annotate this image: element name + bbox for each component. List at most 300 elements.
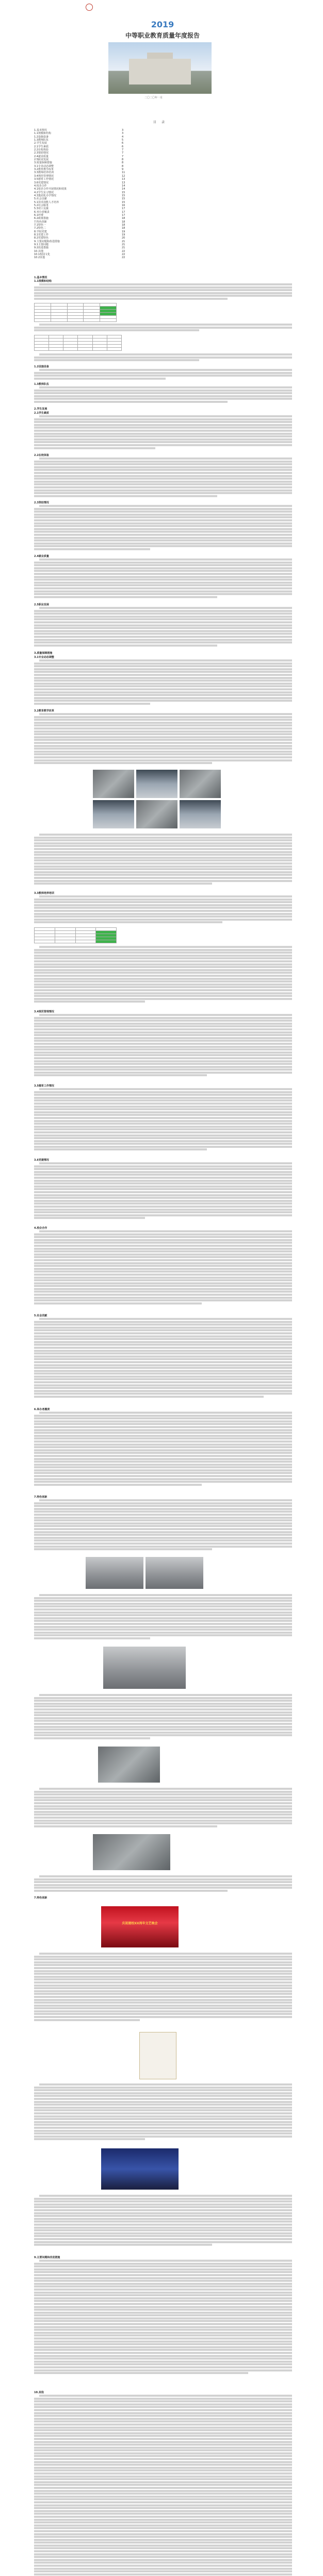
text-line xyxy=(34,1370,292,1372)
text-line xyxy=(34,1180,292,1182)
text-line xyxy=(34,2232,292,2234)
text-line xyxy=(34,1381,292,1383)
text-line xyxy=(34,621,292,623)
text-line xyxy=(34,2019,140,2021)
text-line xyxy=(34,871,292,873)
text-line xyxy=(34,839,292,841)
text-line xyxy=(34,596,217,598)
paragraph-block xyxy=(34,457,292,498)
text-line xyxy=(34,1099,292,1101)
table-cell xyxy=(107,348,121,351)
text-line xyxy=(34,576,292,578)
toc-item-label: 8.学校党建 xyxy=(34,230,47,233)
toc-item-label: 1.3教师队伍 xyxy=(34,139,49,142)
text-line xyxy=(34,2002,292,2004)
text-line xyxy=(34,1299,292,1301)
toc-item-label: 2.4就业质量 xyxy=(34,155,49,158)
text-line xyxy=(34,2005,292,2007)
text-line xyxy=(34,2095,292,2097)
text-line xyxy=(39,834,292,836)
text-line xyxy=(34,1985,292,1987)
text-line xyxy=(34,2206,292,2208)
text-line xyxy=(34,1637,150,1639)
text-line xyxy=(34,475,292,477)
text-line xyxy=(34,845,292,847)
text-line xyxy=(39,1014,292,1016)
text-line xyxy=(34,2352,292,2354)
text-line xyxy=(34,883,212,885)
text-line xyxy=(34,1629,292,1631)
text-line xyxy=(34,1617,292,1619)
text-line xyxy=(34,2472,292,2475)
text-line xyxy=(34,745,292,747)
text-line xyxy=(34,995,292,997)
text-line xyxy=(34,1253,292,1256)
text-line xyxy=(34,2455,292,2457)
text-line xyxy=(34,910,292,912)
text-line xyxy=(39,283,292,285)
toc-item-page: 14 xyxy=(122,184,125,188)
toc-item-page: 12 xyxy=(122,174,125,178)
text-line xyxy=(34,511,292,513)
text-line xyxy=(34,624,292,626)
paragraph-block xyxy=(34,1088,292,1151)
text-line xyxy=(34,694,292,696)
toc-item-page: 21 xyxy=(122,246,125,250)
text-line xyxy=(34,593,292,595)
text-line xyxy=(34,2104,292,2106)
text-line xyxy=(34,1446,292,1448)
text-line xyxy=(34,1209,292,1211)
text-line xyxy=(34,481,292,483)
toc-item-label: 2.5职业发展 xyxy=(34,158,49,162)
text-line xyxy=(34,463,292,465)
toc-item-label: 8.2党建特色 xyxy=(34,236,49,240)
text-line xyxy=(34,1626,292,1628)
text-line xyxy=(34,1390,292,1392)
text-line xyxy=(34,1890,228,1892)
text-line xyxy=(34,1074,207,1076)
text-line xyxy=(34,1723,292,1725)
text-line xyxy=(34,1967,292,1969)
section-heading-scale: 1.1规模和结构 xyxy=(34,280,52,283)
toc-item-page: 13 xyxy=(122,181,125,184)
text-line xyxy=(34,921,222,923)
certificate-image xyxy=(139,2032,176,2079)
text-line xyxy=(34,1623,292,1625)
text-line xyxy=(34,739,292,741)
text-line xyxy=(34,2420,292,2422)
toc-item-label: 5.2社会服务 xyxy=(34,204,49,207)
text-line xyxy=(34,1043,292,1045)
toc-item-label: 5.1技术技能人才培养 xyxy=(34,200,59,204)
text-line xyxy=(34,639,292,641)
section-heading-adjust: 3.1专业动态调整 xyxy=(34,656,54,659)
text-line xyxy=(34,1970,292,1972)
text-line xyxy=(39,2395,292,2397)
text-line xyxy=(39,505,292,507)
text-line xyxy=(34,2124,292,2126)
table-cell xyxy=(49,348,63,351)
text-line xyxy=(34,742,292,744)
text-line xyxy=(34,1094,292,1096)
paragraph-block xyxy=(34,2195,292,2247)
toc-item-label: 3.6党建情况 xyxy=(34,181,49,184)
text-line xyxy=(34,359,199,361)
table-cell xyxy=(35,348,49,351)
text-line xyxy=(34,645,217,647)
text-line xyxy=(34,1887,292,1889)
text-line xyxy=(34,2550,292,2552)
paragraph-block xyxy=(34,505,292,551)
text-line xyxy=(34,2309,292,2311)
text-line xyxy=(34,1197,292,1199)
toc-item-label: 1.基本情况 xyxy=(34,129,47,132)
text-line xyxy=(34,1440,292,1443)
text-line xyxy=(34,2467,292,2469)
text-line xyxy=(34,2112,292,2114)
text-line xyxy=(34,1332,292,1334)
text-line xyxy=(34,1060,292,1062)
text-line xyxy=(34,2510,292,2512)
paragraph-block xyxy=(34,659,292,706)
text-line xyxy=(39,659,292,662)
text-line xyxy=(34,724,292,726)
text-line xyxy=(34,1799,292,1801)
text-line xyxy=(34,1737,150,1739)
activity-photo xyxy=(136,800,177,828)
text-line xyxy=(34,880,292,882)
text-line xyxy=(34,2326,292,2328)
text-line xyxy=(34,2204,292,2206)
text-line xyxy=(34,1469,292,1471)
text-line xyxy=(34,1537,292,1539)
text-line xyxy=(34,1452,292,1454)
text-line xyxy=(34,1165,292,1167)
text-line xyxy=(34,472,292,474)
table-cell xyxy=(55,940,75,943)
text-line xyxy=(34,2092,292,2094)
text-line xyxy=(34,483,292,485)
subheading-feature: 7.特色创新 xyxy=(34,1896,47,1900)
text-line xyxy=(34,522,292,524)
text-line xyxy=(34,2398,292,2400)
activity-photo xyxy=(93,800,134,828)
text-line xyxy=(34,444,292,446)
text-line xyxy=(34,2329,292,2331)
text-line xyxy=(34,2314,292,2316)
text-line xyxy=(34,859,292,861)
text-line xyxy=(34,1137,292,1139)
toc-item-label: 4.2学生实习情况 xyxy=(34,191,54,194)
text-line xyxy=(34,2570,292,2572)
text-line xyxy=(34,1376,292,1378)
text-line xyxy=(34,1531,292,1533)
text-line xyxy=(34,1384,292,1386)
text-line xyxy=(34,1367,292,1369)
text-line xyxy=(34,1321,292,1323)
text-line xyxy=(34,627,292,629)
toc-item-page: 21 xyxy=(122,243,125,247)
text-line xyxy=(34,1539,292,1541)
text-line xyxy=(34,2115,292,2117)
text-line xyxy=(34,1017,292,1019)
text-line xyxy=(34,2121,292,2123)
text-line xyxy=(39,1230,292,1232)
text-line xyxy=(34,392,292,394)
text-line xyxy=(34,1185,292,1188)
text-line xyxy=(34,1174,292,1176)
toc-item-page: 22 xyxy=(122,253,125,257)
text-line xyxy=(34,1981,292,1984)
text-line xyxy=(34,1048,292,1050)
toc-item-page: 13 xyxy=(122,178,125,181)
toc-item-page: 11 xyxy=(122,171,125,175)
text-line xyxy=(34,438,292,440)
text-line xyxy=(34,2513,292,2515)
text-line xyxy=(34,837,292,839)
text-line xyxy=(34,1605,292,1607)
text-line xyxy=(34,1703,292,1705)
text-line xyxy=(34,1191,292,1193)
text-line xyxy=(34,2218,292,2220)
text-line xyxy=(34,641,292,643)
text-line xyxy=(34,2429,292,2431)
text-line xyxy=(34,537,292,539)
text-line xyxy=(34,901,292,903)
text-line xyxy=(34,1620,292,1622)
text-line xyxy=(34,1802,292,1804)
text-line xyxy=(34,2212,292,2214)
text-line xyxy=(34,978,292,980)
text-line xyxy=(34,579,292,581)
text-line xyxy=(34,590,292,592)
text-line xyxy=(34,1341,292,1343)
toc-item-label: 5.社会贡献 xyxy=(34,197,47,201)
toc-item-page: 15 xyxy=(122,197,125,201)
text-line xyxy=(34,1028,292,1030)
anniversary-banner-photo xyxy=(101,1906,179,1947)
text-line xyxy=(34,2521,292,2523)
text-line xyxy=(34,531,292,533)
text-line xyxy=(34,2283,292,2285)
text-line xyxy=(34,963,292,965)
text-line xyxy=(34,2568,292,2570)
text-line xyxy=(34,2198,292,2200)
toc-item-page: 5 xyxy=(122,139,124,142)
toc-item-label: 5.3对口支援 xyxy=(34,207,49,211)
text-line xyxy=(34,1426,292,1428)
text-line xyxy=(34,1461,292,1463)
text-line xyxy=(34,1034,292,1036)
text-line xyxy=(34,2358,292,2360)
table-cell xyxy=(63,348,78,351)
cover-building xyxy=(129,59,191,84)
toc-item-label: 3.3教师培养培训 xyxy=(34,171,54,175)
section-heading-jobs: 2.4就业质量 xyxy=(34,555,49,558)
text-line xyxy=(34,616,292,618)
text-line xyxy=(34,508,292,510)
toc-item-page: 21 xyxy=(122,240,125,243)
paragraph-block xyxy=(34,558,292,599)
text-line xyxy=(34,1134,292,1137)
section-heading-basic: 1.基本情况 xyxy=(34,276,47,279)
text-line xyxy=(34,986,292,988)
text-line xyxy=(34,562,292,564)
paragraph-block xyxy=(34,369,292,380)
text-line xyxy=(34,1817,292,1819)
text-line xyxy=(34,1236,292,1238)
toc-item-label: 9.1主要问题 xyxy=(34,243,49,247)
text-line xyxy=(34,469,292,471)
text-line xyxy=(34,1449,292,1451)
text-line xyxy=(34,703,150,705)
text-line xyxy=(39,1875,292,1877)
section-heading-experience: 2.2在校体验 xyxy=(34,454,49,457)
text-line xyxy=(34,2320,292,2322)
text-line xyxy=(34,1717,292,1719)
activity-photo xyxy=(136,770,177,798)
text-line xyxy=(34,1206,292,1208)
text-line xyxy=(34,2418,292,2420)
text-line xyxy=(34,478,292,480)
facility-table xyxy=(34,335,122,351)
report-year: 2019 xyxy=(151,20,174,29)
text-line xyxy=(34,2089,292,2091)
text-line xyxy=(34,1168,292,1170)
toc-item-page: 16 xyxy=(122,204,125,207)
text-line xyxy=(34,989,292,991)
text-line xyxy=(34,907,292,909)
section-heading-party: 3.6党建情况 xyxy=(34,1159,49,1162)
section-heading-student: 2.学生发展 xyxy=(34,408,47,411)
text-line xyxy=(34,2341,292,2343)
toc-item-label: 10.其他 xyxy=(34,249,43,253)
text-line xyxy=(34,1993,292,1995)
text-line xyxy=(34,2496,292,2498)
text-line xyxy=(34,1294,292,1296)
toc-item-page: 4 xyxy=(122,135,124,139)
text-line xyxy=(34,1066,292,1068)
text-line xyxy=(34,1259,292,1261)
text-line xyxy=(34,1378,292,1380)
text-line xyxy=(34,1475,292,1477)
text-line xyxy=(39,1499,292,1501)
toc-item-label: 3.4规范管理情况 xyxy=(34,174,54,178)
text-line xyxy=(34,691,292,693)
text-line xyxy=(34,2504,292,2506)
text-line xyxy=(34,842,292,844)
text-line xyxy=(34,1608,292,1611)
toc-item-page: 17 xyxy=(122,213,125,217)
section-heading-other: 10.其他 xyxy=(34,2391,44,2394)
toc-item-label: 2.1学生素质 xyxy=(34,145,49,148)
text-line xyxy=(34,2274,292,2276)
toc-item-label: 2.2在校体验 xyxy=(34,148,49,152)
text-line xyxy=(34,2312,292,2314)
text-line xyxy=(34,2227,292,2229)
text-line xyxy=(34,736,292,738)
text-line xyxy=(34,753,292,755)
text-line xyxy=(34,427,292,429)
text-line xyxy=(34,1327,292,1329)
text-line xyxy=(34,1031,292,1033)
text-line xyxy=(34,357,292,359)
toc-item-label: 7.2特色二 xyxy=(34,227,46,230)
text-line xyxy=(39,1162,292,1164)
text-line xyxy=(34,1182,292,1184)
section-heading-assurance: 3.质量保障措施 xyxy=(34,652,53,655)
text-line xyxy=(34,851,292,853)
text-line xyxy=(34,298,228,300)
text-line xyxy=(34,857,292,859)
text-line xyxy=(34,762,212,764)
text-line xyxy=(34,1023,292,1025)
text-line xyxy=(34,1126,292,1128)
paragraph-block xyxy=(34,353,292,362)
text-line xyxy=(34,430,292,432)
student-portrait-photo xyxy=(93,1834,170,1870)
text-line xyxy=(34,433,292,435)
text-line xyxy=(34,514,292,516)
text-line xyxy=(34,1987,292,1989)
text-line xyxy=(34,1146,292,1148)
toc-item-label: 7.特色创新 xyxy=(34,220,47,224)
text-line xyxy=(39,457,292,460)
text-line xyxy=(34,2087,292,2089)
section-heading-manage: 3.4规范管理情况 xyxy=(34,1010,54,1013)
text-line xyxy=(34,372,292,374)
text-line xyxy=(34,441,292,443)
toc-item-label: 8.1党建工作 xyxy=(34,233,49,236)
text-line xyxy=(34,1103,292,1105)
text-line xyxy=(34,1999,292,2001)
award-table xyxy=(34,927,117,943)
text-line xyxy=(34,2415,292,2417)
text-line xyxy=(34,1239,292,1241)
text-line xyxy=(34,329,199,331)
text-line xyxy=(34,2530,292,2532)
text-line xyxy=(34,539,292,541)
text-line xyxy=(34,1364,292,1366)
text-line xyxy=(34,2507,292,2509)
text-line xyxy=(34,2476,292,2478)
text-line xyxy=(34,2533,292,2535)
text-line xyxy=(34,685,292,687)
table-cell-highlight xyxy=(96,940,117,943)
toc-item-page: 8 xyxy=(122,158,124,162)
table-cell xyxy=(51,319,67,322)
text-line xyxy=(34,1811,292,1813)
text-line xyxy=(34,1054,292,1056)
text-line xyxy=(34,375,292,377)
paragraph-block xyxy=(34,415,292,450)
text-line xyxy=(39,386,292,388)
text-line xyxy=(34,389,292,392)
text-line xyxy=(34,1603,292,1605)
text-line xyxy=(34,2444,292,2446)
text-line xyxy=(34,519,292,521)
text-line xyxy=(34,1612,292,1614)
text-line xyxy=(39,1318,292,1320)
text-line xyxy=(34,2536,292,2538)
text-line xyxy=(34,618,292,620)
section-heading-training: 3.3教师培养培训 xyxy=(34,892,54,895)
text-line xyxy=(34,972,292,974)
text-line xyxy=(34,1387,292,1389)
section-heading-feature: 7.特色创新 xyxy=(34,1496,47,1499)
text-line xyxy=(34,1734,292,1736)
